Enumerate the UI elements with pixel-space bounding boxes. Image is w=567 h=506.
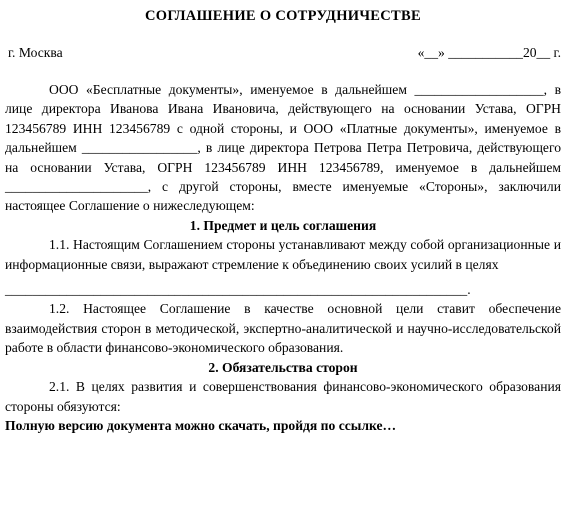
clause-1-1: 1.1. Настоящим Соглашением стороны устанавливают между собой организационные и информационные связи, выражают стремление к объединению своих усилий в целях bbox=[5, 237, 561, 272]
document-title: СОГЛАШЕНИЕ О СОТРУДНИЧЕСТВЕ bbox=[145, 8, 421, 24]
section-2-heading: 2. Обязательства сторон bbox=[208, 359, 358, 375]
download-link-text[interactable]: Полную версию документа можно скачать, пройдя по ссылке… bbox=[5, 417, 397, 433]
clause-2-1: 2.1. В целях развития и совершенствования финансово-экономического образования стороны обязуются: bbox=[5, 379, 561, 414]
clause-1-2: 1.2. Настоящее Соглашение в качестве основной цели ставит обеспечение взаимодействия сторон в методической, экспертно-аналитической и научно-исследовательской работе в области финансово-экономического образования. bbox=[5, 301, 561, 356]
date: «__» ___________20__ г. bbox=[417, 45, 561, 60]
city-date-row bbox=[5, 43, 561, 62]
clause-1-1-blank: ____________________________________________________________________. bbox=[5, 282, 471, 298]
city: г. Москва bbox=[8, 45, 63, 60]
preamble-paragraph: ООО «Бесплатные документы», именуемое в дальнейшем ___________________, в лице директора Иванова Ивана Ивановича, действующего на основании Устава, ОГРН 123456789 ИНН 123456789 с одной стороны, и ООО «Платные документы», именуемое в дальнейшем _________________, в лице директора Петрова Петра Петровича, действующего на основании Устава, ОГРН 123456789 ИНН 123456789, именуемое в дальнейшем _____________________, с другой стороны, вместе именуемые «Стороны», заключили настоящее Соглашение о нижеследующем: bbox=[5, 82, 561, 214]
section-1-heading: 1. Предмет и цель соглашения bbox=[189, 217, 377, 233]
